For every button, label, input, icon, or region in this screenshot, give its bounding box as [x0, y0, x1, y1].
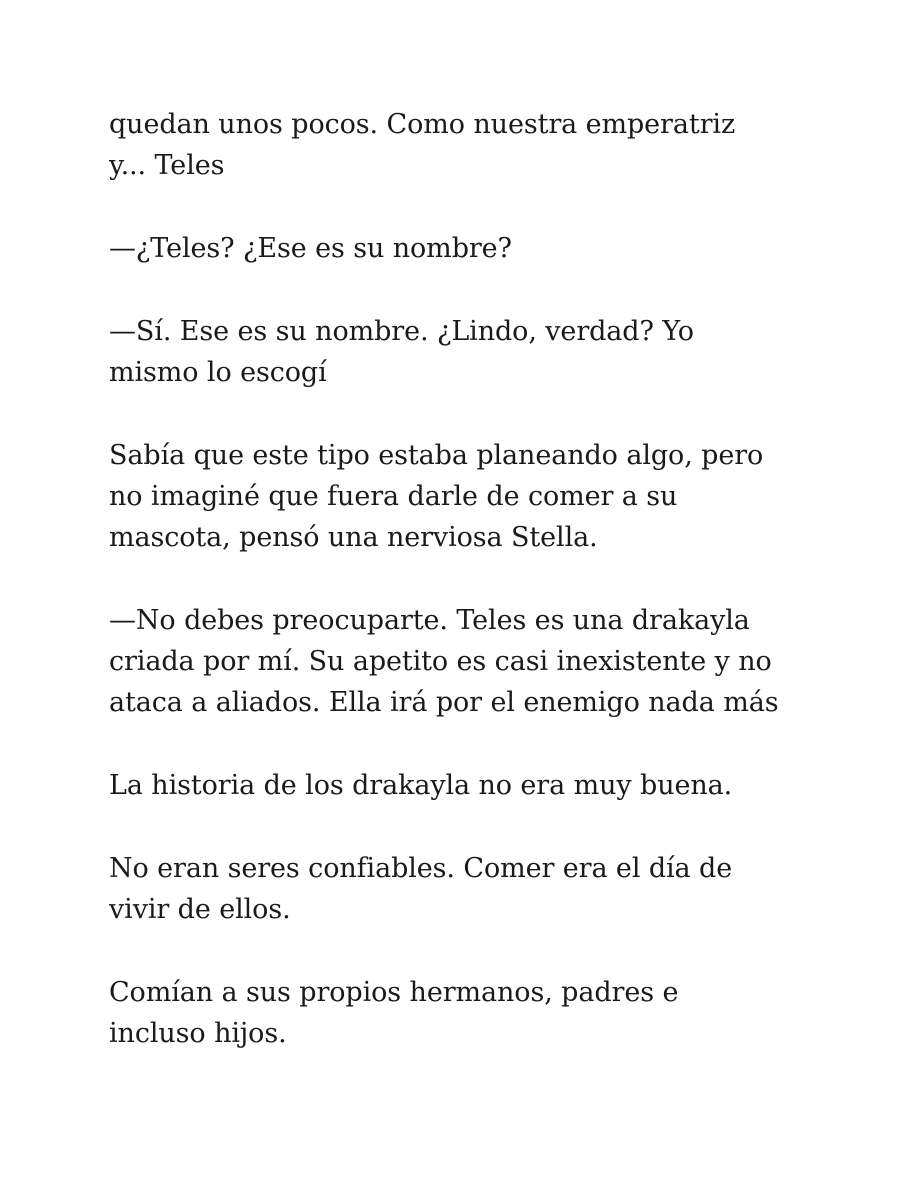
paragraph-2 [109, 228, 800, 269]
text-line: quedan unos pocos. Como nuestra emperatriz [109, 109, 736, 140]
text-line: ataca a aliados. Ella irá por el enemigo nada más [109, 687, 779, 718]
paragraph-3 [109, 311, 800, 393]
text-line: Comían a sus propios hermanos, padres e [109, 977, 679, 1008]
paragraph-6 [109, 765, 800, 806]
paragraph-1 [109, 104, 800, 186]
text-line: —Sí. Ese es su nombre. ¿Lindo, verdad? Yo [109, 316, 694, 347]
paragraph-4 [109, 435, 800, 558]
text-line: Sabía que este tipo estaba planeando algo, pero [109, 440, 764, 471]
text-line: y... Teles [109, 150, 225, 181]
paragraph-5 [109, 600, 800, 723]
text-line: —No debes preocuparte. Teles es una drakayla [109, 605, 750, 636]
text-line: mismo lo escogí [109, 357, 327, 388]
text-line: no imaginé que fuera darle de comer a su [109, 481, 678, 512]
text-line: —¿Teles? ¿Ese es su nombre? [109, 233, 512, 264]
text-line: No eran seres confiables. Comer era el día de [109, 853, 733, 884]
paragraph-7 [109, 848, 800, 930]
text-line: vivir de ellos. [109, 894, 291, 925]
paragraph-8 [109, 972, 800, 1054]
text-line: La historia de los drakayla no era muy buena. [109, 770, 733, 801]
text-line: incluso hijos. [109, 1018, 287, 1049]
text-line: mascota, pensó una nerviosa Stella. [109, 522, 598, 553]
text-line: criada por mí. Su apetito es casi inexistente y no [109, 646, 772, 677]
